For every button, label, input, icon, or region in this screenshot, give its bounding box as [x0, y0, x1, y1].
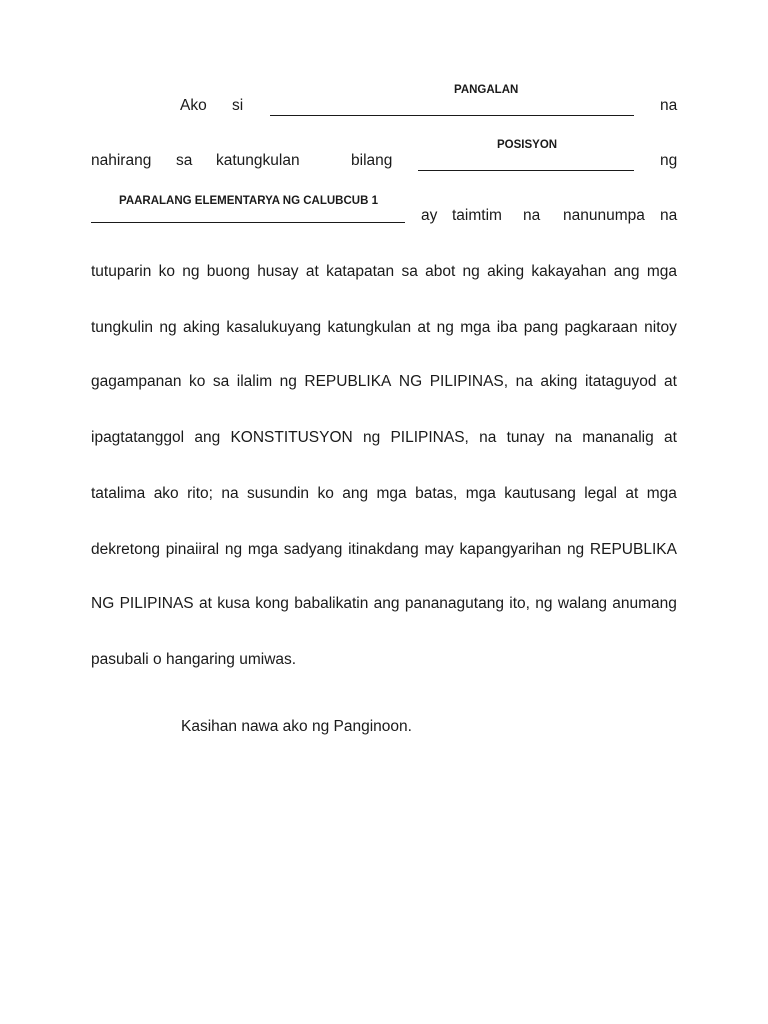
body-word: anumang [612, 595, 677, 612]
body-word: at [305, 263, 319, 280]
body-line-7 [91, 594, 677, 614]
body-word: mga [376, 485, 407, 502]
body-word: dekretong [91, 541, 160, 558]
body-word: REPUBLIKA [304, 373, 392, 390]
body-word: ang [342, 485, 369, 502]
body-word: batas, [415, 485, 458, 502]
text-katungkulan: katungkulan [216, 152, 300, 169]
body-word: at [625, 485, 639, 502]
body-word: buong [206, 263, 250, 280]
text-sa: sa [176, 152, 193, 169]
body-word: kong [255, 595, 289, 612]
closing-line: Kasihan nawa ako ng Panginoon. [181, 718, 412, 735]
body-word: ng [462, 263, 480, 280]
body-word: NG [398, 373, 423, 390]
position-field-label: POSISYON [497, 139, 558, 151]
body-word: aking [182, 319, 221, 336]
text-nanunumpa: nanunumpa [563, 207, 645, 224]
position-blank-line[interactable] [418, 170, 634, 171]
body-word: at [417, 319, 431, 336]
body-word: ilalim [236, 373, 273, 390]
text-ng: ng [660, 152, 678, 169]
school-blank-line[interactable] [91, 222, 405, 223]
name-field-label: PANGALAN [454, 84, 519, 96]
body-word: kakayahan [531, 263, 607, 280]
body-line-6 [91, 540, 677, 560]
body-word: pagkaraan [564, 319, 638, 336]
body-word: mga [460, 319, 491, 336]
body-word: PILIPINAS, [429, 373, 509, 390]
body-word: kasalukuyang [226, 319, 322, 336]
body-word: nitoy [644, 319, 677, 336]
body-word: at [198, 595, 212, 612]
text-ay: ay [421, 207, 438, 224]
body-word: KONSTITUSYON [230, 429, 353, 446]
body-word: katungkulan [327, 319, 412, 336]
body-word: rito; [187, 485, 213, 502]
body-word: itinakdang [348, 541, 419, 558]
body-word: pinaiiral [165, 541, 220, 558]
body-word: ko [317, 485, 334, 502]
body-word: na [221, 485, 239, 502]
body-word: tutuparin [91, 263, 152, 280]
text-nahirang: nahirang [91, 152, 152, 169]
school-field-label: PAARALANG ELEMENTARYA NG CALUBCUB 1 [119, 195, 378, 207]
body-line-last: pasubali o hangaring umiwas. [91, 651, 297, 668]
body-word: katapatan [326, 263, 395, 280]
body-word: itataguyod [584, 373, 657, 390]
body-word: ko [158, 263, 175, 280]
body-word: kusa [217, 595, 250, 612]
body-word: ng [362, 429, 381, 446]
body-word: ito, [509, 595, 530, 612]
body-word: ko [189, 373, 206, 390]
body-word: PILIPINAS, [390, 429, 469, 446]
body-word: mga [247, 541, 278, 558]
body-word: at [663, 429, 677, 446]
body-word: pang [523, 319, 559, 336]
body-word: aking [540, 373, 578, 390]
body-word: may [424, 541, 454, 558]
body-word: tatalima [91, 485, 146, 502]
body-word: ng [279, 373, 297, 390]
body-word: na [554, 429, 572, 446]
body-line-2 [91, 318, 677, 338]
body-word: walang [557, 595, 607, 612]
body-word: na [479, 429, 497, 446]
body-word: PILIPINAS [119, 595, 194, 612]
body-word: ng [566, 541, 585, 558]
body-word: ipagtatanggol [91, 429, 185, 446]
body-word: gagampanan [91, 373, 182, 390]
text-si: si [232, 97, 244, 114]
body-word: abot [425, 263, 456, 280]
body-word: ng [182, 263, 200, 280]
body-word: mga [646, 485, 677, 502]
text-taimtim: taimtim [452, 207, 502, 224]
text-na: na [523, 207, 541, 224]
body-word: tungkulin [91, 319, 154, 336]
text-bilang: bilang [351, 152, 393, 169]
body-word: ng [535, 595, 553, 612]
body-line-3 [91, 372, 677, 392]
body-word: sa [212, 373, 230, 390]
body-word: mananalig [582, 429, 654, 446]
text-na: na [660, 207, 678, 224]
body-word: ng [436, 319, 454, 336]
body-word: babalikatin [294, 595, 369, 612]
text-ako: Ako [180, 97, 207, 114]
name-blank-line[interactable] [270, 115, 634, 116]
body-word: husay [257, 263, 299, 280]
body-line-1 [91, 262, 677, 282]
body-word: pananagutang [404, 595, 504, 612]
body-word: sadyang [283, 541, 343, 558]
body-word: ang [194, 429, 221, 446]
body-word: mga [465, 485, 496, 502]
body-word: REPUBLIKA [589, 541, 677, 558]
body-word: ng [159, 319, 177, 336]
text-na: na [660, 97, 678, 114]
body-word: sa [401, 263, 418, 280]
body-word: legal [584, 485, 617, 502]
body-word: susundin [247, 485, 310, 502]
body-word: kapangyarihan [459, 541, 562, 558]
body-line-4 [91, 428, 677, 448]
body-word: aking [487, 263, 525, 280]
body-word: kautusang [504, 485, 576, 502]
body-word: iba [496, 319, 518, 336]
body-word: ang [373, 595, 400, 612]
body-word: tunay [506, 429, 545, 446]
body-word: na [515, 373, 533, 390]
body-word: ang [613, 263, 640, 280]
body-word: at [664, 373, 677, 390]
body-word: mga [646, 263, 677, 280]
body-word: ng [224, 541, 243, 558]
body-word: ako [153, 485, 179, 502]
body-word: NG [91, 595, 115, 612]
body-line-5 [91, 484, 677, 504]
